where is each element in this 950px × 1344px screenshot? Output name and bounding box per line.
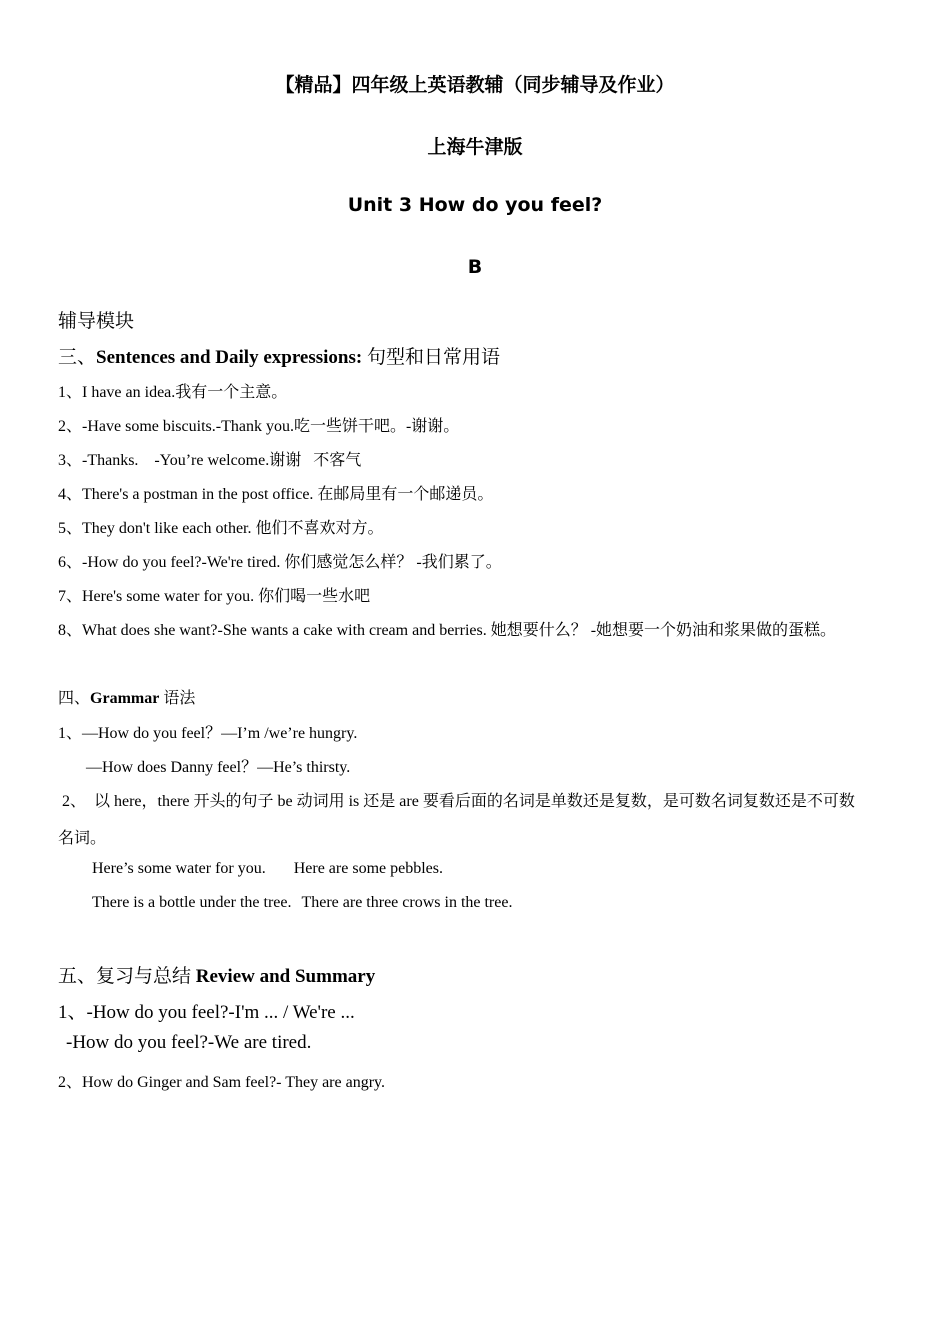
section-4-prefix: 四、	[58, 690, 91, 707]
review-item-1a: 1、-How do you feel?-I'm ... / We're ...	[58, 1002, 355, 1023]
sentence-item-8: 8、What does she want?-She wants a cake with cream and berries. 她想要什么？ -她想要一个奶油和浆果做的蛋糕。	[58, 622, 837, 639]
sentence-item-1: 1、I have an idea.我有一个主意。	[58, 384, 288, 401]
sentence-item-4: 4、There's a postman in the post office. 在邮局里有一个邮递员。	[58, 486, 494, 503]
example-there-bottle: There is a bottle under the tree.	[92, 894, 292, 911]
grammar-item-1b: —How does Danny feel？—He’s thirsty.	[86, 759, 351, 776]
section-5-heading-en: Review and Summary	[195, 966, 376, 987]
sentence-item-3: 3、-Thanks. -You’re welcome.谢谢 不客气	[58, 452, 362, 469]
part-title: B	[467, 256, 483, 278]
sentence-item-7: 7、Here's some water for you. 你们喝一些水吧	[58, 588, 371, 605]
section-3-heading-en: Sentences and Daily expressions:	[96, 347, 363, 368]
grammar-item-1a: 1、—How do you feel？—I’m /we’re hungry.	[58, 725, 358, 742]
document-title: 【精品】四年级上英语教辅（同步辅导及作业）	[275, 74, 675, 96]
example-here-water: Here’s some water for you.	[92, 860, 266, 877]
review-item-1b: -How do you feel?-We are tired.	[66, 1032, 312, 1053]
section-4-heading-zh: 语法	[159, 690, 196, 707]
sentence-item-5: 5、They don't like each other. 他们不喜欢对方。	[58, 520, 384, 537]
section-4-heading	[58, 685, 195, 708]
example-here-pebbles: Here are some pebbles.	[293, 860, 443, 877]
grammar-example-row-1	[92, 860, 443, 878]
section-3-heading	[58, 342, 500, 369]
grammar-example-row-2	[92, 894, 512, 912]
grammar-item-2-line1: 2、 以 here，there 开头的句子 be 动词用 is 还是 are 要看后面的名词是单数还是复数，是可数名词复数还是不可数	[58, 793, 855, 810]
section-5-prefix: 五、复习与总结	[58, 966, 196, 987]
sentence-item-2: 2、-Have some biscuits.-Thank you.吃一些饼干吧。-谢谢。	[58, 418, 460, 435]
example-there-crows: There are three crows in the tree.	[301, 894, 513, 911]
sentence-item-6: 6、-How do you feel?-We're tired. 你们感觉怎么样？ -我们累了。	[58, 554, 502, 571]
section-4-heading-en: Grammar	[90, 690, 160, 707]
section-3-heading-zh: 句型和日常用语	[362, 347, 500, 368]
section-3-prefix: 三、	[58, 347, 97, 368]
review-item-2: 2、How do Ginger and Sam feel?- They are angry.	[58, 1074, 386, 1091]
grammar-item-2-line2: 名词。	[58, 830, 107, 847]
edition-title: 上海牛津版	[427, 136, 523, 158]
section-5-heading	[58, 961, 375, 988]
module-label: 辅导模块	[58, 311, 135, 332]
unit-title: Unit 3 How do you feel?	[347, 194, 603, 216]
